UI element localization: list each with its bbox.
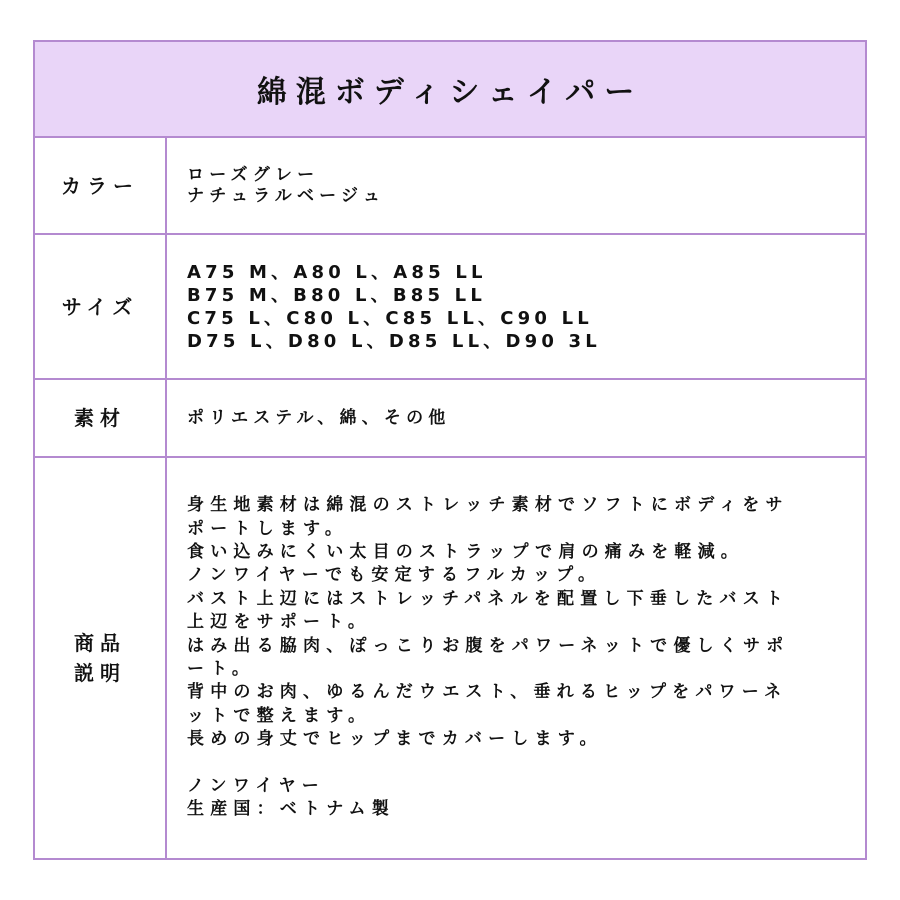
material-label: 素材 xyxy=(35,380,167,456)
description-line: はみ出る脇肉、ぽっこりお腹をパワーネットで優しくサポ xyxy=(187,635,790,656)
description-row xyxy=(35,458,865,858)
description-line: 身生地素材は綿混のストレッチ素材でソフトにボディをサ xyxy=(187,495,789,516)
description-line: 長めの身丈でヒップまでカバーします。 xyxy=(187,729,603,750)
size-value: A75 M、A80 L、A85 LL xyxy=(187,261,487,283)
description-line: 上辺をサポート。 xyxy=(187,612,372,633)
description-label: 商品 説明 xyxy=(35,458,167,858)
size-value: C75 L、C80 L、C85 LL、C90 LL xyxy=(187,307,593,329)
description-text xyxy=(187,458,857,858)
paragraph-gap xyxy=(187,752,857,775)
description-line: 食い込みにくい太目のストラップで肩の痛みを軽減。 xyxy=(187,541,744,562)
material-value: ポリエステル、綿、その他 xyxy=(187,407,451,428)
size-value: B75 M、B80 L、B85 LL xyxy=(187,284,487,306)
description-line: ットで整えます。 xyxy=(187,705,372,726)
color-value: ローズグレー xyxy=(187,164,320,185)
size-values xyxy=(187,235,857,378)
description-line: 背中のお肉、ゆるんだウエスト、垂れるヒップをパワーネ xyxy=(187,682,788,703)
description-line: ノンワイヤーでも安定するフルカップ。 xyxy=(187,565,602,586)
size-label: サイズ xyxy=(35,235,167,378)
description-line: ポートします。 xyxy=(187,518,349,539)
color-value: ナチュラルベージュ xyxy=(187,185,386,206)
material-values xyxy=(187,380,857,456)
size-value: D75 L、D80 L、D85 LL、D90 3L xyxy=(187,330,601,352)
material-row xyxy=(35,380,865,458)
color-values xyxy=(187,138,857,233)
product-title: 綿混ボディシェイパー xyxy=(256,75,644,110)
description-line: ート。 xyxy=(187,659,256,679)
origin-note: 生産国：ベトナム製 xyxy=(187,799,395,820)
color-label: カラー xyxy=(35,138,167,233)
product-spec-table xyxy=(33,40,867,860)
color-row xyxy=(35,138,865,235)
wire-note: ノンワイヤー xyxy=(187,776,326,797)
size-row xyxy=(35,235,865,380)
description-line: バスト上辺にはストレッチパネルを配置し下垂したバスト xyxy=(187,588,790,609)
title-bar xyxy=(35,42,865,138)
